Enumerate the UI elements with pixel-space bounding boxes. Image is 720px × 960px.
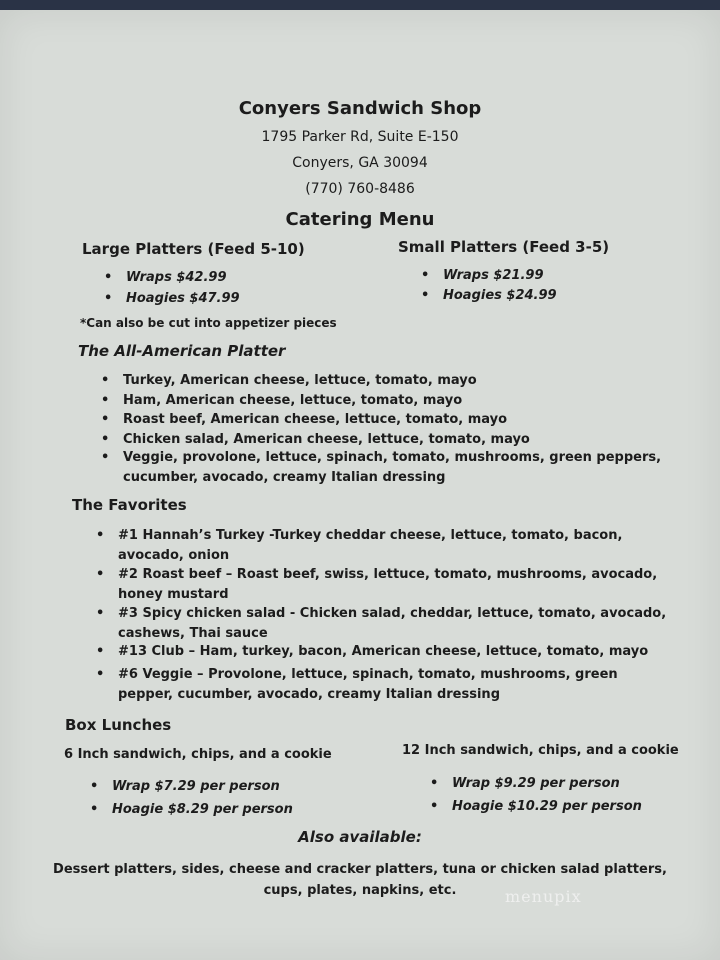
menupix-watermark: menupix	[505, 887, 582, 906]
box-lunch-left-heading: 6 Inch sandwich, chips, and a cookie	[64, 747, 332, 762]
all-american-item: • Roast beef, American cheese, lettuce, tomato, mayo	[123, 412, 507, 427]
also-available-text: Dessert platters, sides, cheese and cracker platters, tuna or chicken salad platters, cups, plates, napkins, etc.	[53, 862, 667, 898]
address-line-1: 1795 Parker Rd, Suite E-150	[261, 129, 459, 145]
menu-sheet	[0, 10, 720, 960]
favorites-item: • #2 Roast beef – Roast beef, swiss, lettuce, tomato, mushrooms, avocado, honey mustard	[118, 565, 673, 605]
box-lunch-right-item: • Hoagie $10.29 per person	[452, 799, 642, 814]
all-american-item: • Chicken salad, American cheese, lettuce, tomato, mayo	[123, 432, 530, 447]
favorites-item: • #3 Spicy chicken salad - Chicken salad, cheddar, lettuce, tomato, avocado, cashews, Thai sauce	[118, 604, 673, 644]
small-platters-title: Small Platters (Feed 3-5)	[398, 238, 610, 256]
box-lunch-right-heading: 12 Inch sandwich, chips, and a cookie	[402, 743, 679, 758]
favorites-title: The Favorites	[72, 496, 187, 514]
address-line-2: Conyers, GA 30094	[292, 155, 428, 171]
shop-name: Conyers Sandwich Shop	[238, 98, 482, 119]
small-platter-item: • Hoagies $24.99	[443, 288, 557, 303]
platter-note: *Can also be cut into appetizer pieces	[80, 316, 337, 330]
all-american-item: • Veggie, provolone, lettuce, spinach, tomato, mushrooms, green peppers, cucumber, avocado, creamy Italian dressing	[123, 448, 673, 488]
box-lunches-title: Box Lunches	[65, 716, 172, 734]
all-american-item: • Turkey, American cheese, lettuce, tomato, mayo	[123, 373, 477, 388]
all-american-title: The All-American Platter	[78, 342, 286, 360]
large-platter-item: • Wraps $42.99	[126, 270, 227, 285]
favorites-item: • #6 Veggie – Provolone, lettuce, spinach, tomato, mushrooms, green pepper, cucumber, avocado, creamy Italian dressing	[118, 665, 673, 705]
menu-title: Catering Menu	[285, 209, 435, 230]
large-platters-title: Large Platters (Feed 5-10)	[82, 240, 305, 258]
favorites-item: • #1 Hannah’s Turkey -Turkey cheddar cheese, lettuce, tomato, bacon, avocado, onion	[118, 526, 673, 566]
favorites-item: • #13 Club – Ham, turkey, bacon, American cheese, lettuce, tomato, mayo	[118, 642, 673, 662]
small-platter-item: • Wraps $21.99	[443, 268, 544, 283]
box-lunch-left-item: • Wrap $7.29 per person	[112, 779, 280, 794]
also-available-title: Also available:	[298, 828, 422, 846]
phone-number: (770) 760-8486	[305, 181, 415, 197]
all-american-item: • Ham, American cheese, lettuce, tomato, mayo	[123, 393, 462, 408]
box-lunch-left-item: • Hoagie $8.29 per person	[112, 802, 293, 817]
large-platter-item: • Hoagies $47.99	[126, 291, 240, 306]
box-lunch-right-item: • Wrap $9.29 per person	[452, 776, 620, 791]
